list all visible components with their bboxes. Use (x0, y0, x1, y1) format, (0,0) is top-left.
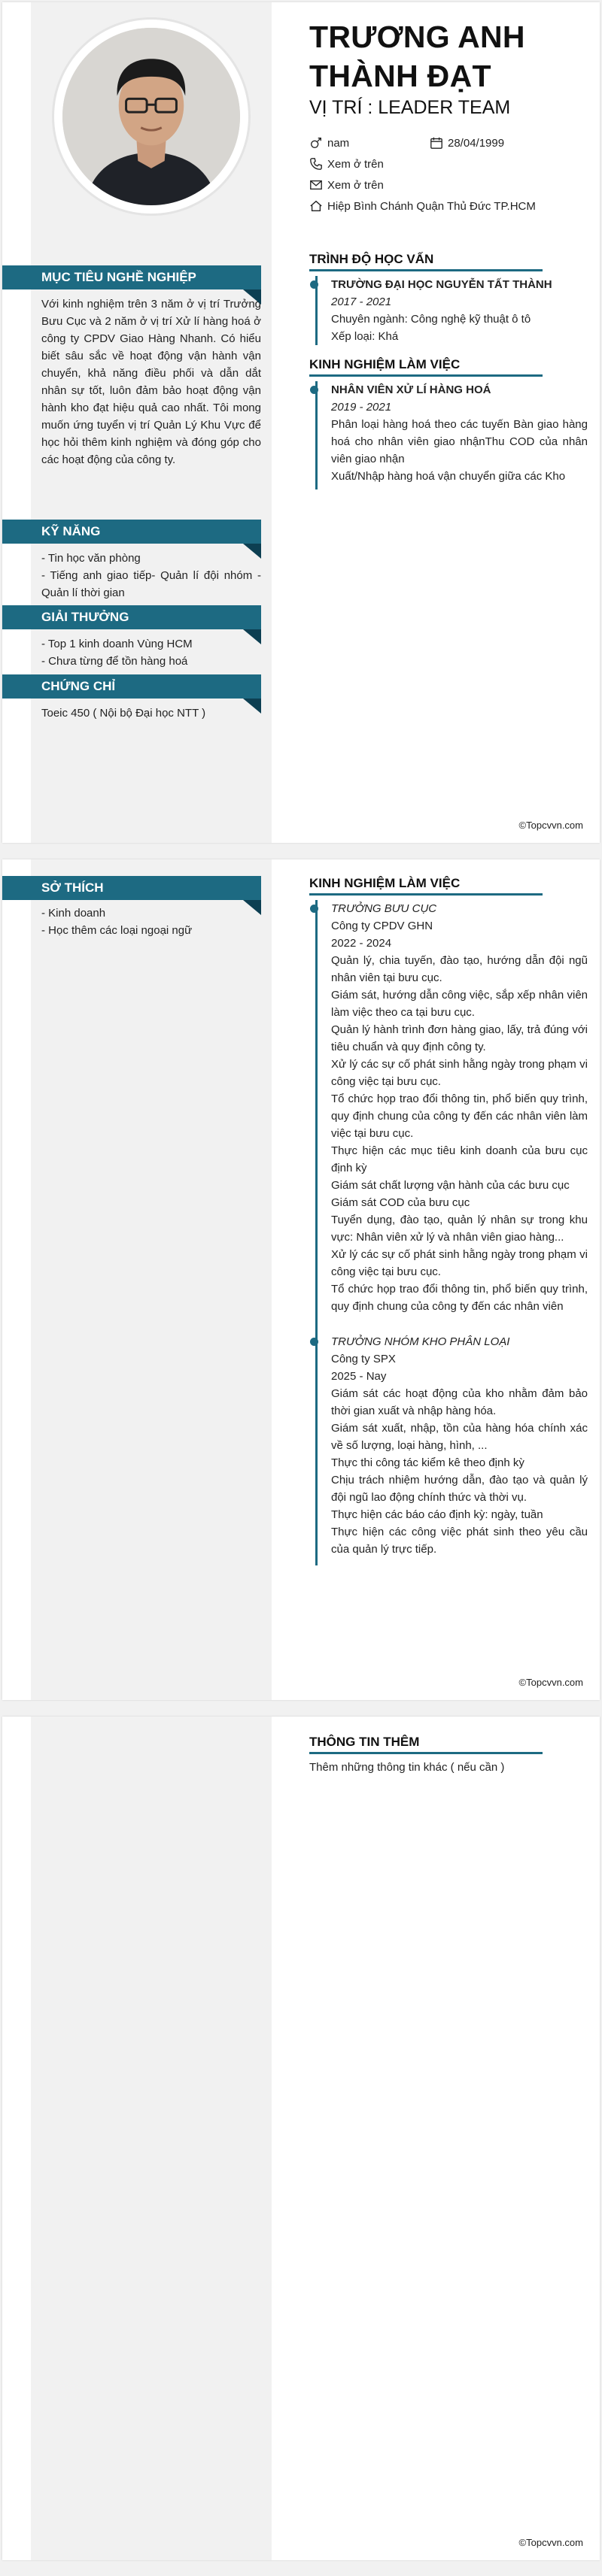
job-line: Chịu trách nhiệm hướng dẫn, đào tạo và quản lý đội ngũ lao động chính thức và thời vụ. (331, 1474, 588, 1504)
footer-brand: ©Topcvvn.com (518, 820, 583, 831)
header (309, 17, 588, 217)
job-period: 2025 - Nay (331, 1370, 387, 1383)
experience-section-2 (309, 876, 588, 1565)
awards-list (31, 629, 272, 670)
full-name-line-1: TRƯƠNG ANH (309, 20, 525, 54)
timeline-dot (310, 280, 318, 289)
education-timeline (315, 276, 588, 345)
education-heading: TRÌNH ĐỘ HỌC VẤN (309, 252, 543, 271)
job-description: Phân loại hàng hoá theo các tuyến Bàn giao hàng hoá cho nhân viên giao nhậnThu COD của nhân viên giao nhận (331, 418, 588, 465)
education-major: Chuyên ngành: Công nghệ kỹ thuật ô tô (331, 313, 531, 326)
skills-heading: KỸ NĂNG (2, 520, 261, 544)
education-period: 2017 - 2021 (331, 295, 392, 308)
contact-info (309, 132, 588, 217)
job-line: Thực thi công tác kiểm kê theo định kỳ (331, 1456, 524, 1469)
cv-page-3 (2, 1717, 600, 2560)
job-company: Công ty SPX (331, 1353, 396, 1365)
other-info-heading: THÔNG TIN THÊM (309, 1735, 543, 1754)
cv-page-2 (2, 859, 600, 1700)
hobbies-section (31, 876, 272, 939)
list-item: - Top 1 kinh doanh Vùng HCM (41, 638, 193, 650)
timeline-dot (310, 1338, 318, 1346)
gender-icon (309, 136, 323, 150)
other-info-section (309, 1735, 588, 1776)
job-description-2: Xuất/Nhập hàng hoá vận chuyển giữa các Kho (331, 470, 566, 483)
objective-heading: MỤC TIÊU NGHỀ NGHIỆP (2, 265, 261, 289)
position-title: VỊ TRÍ : LEADER TEAM (309, 97, 511, 118)
skills-section (31, 520, 272, 602)
list-item: - Tin học văn phòng (41, 552, 141, 565)
address-value: Hiệp Bình Chánh Quận Thủ Đức TP.HCM (327, 199, 536, 213)
job-period: 2019 - 2021 (331, 401, 392, 414)
job-line: Xử lý các sự cố phát sinh hằng ngày trong phạm vi công việc tại bưu cục. (331, 1058, 588, 1088)
job-company: Công ty CPDV GHN (331, 920, 433, 932)
job-line: Thực hiện các báo cáo định kỳ: ngày, tuần (331, 1508, 543, 1521)
email-field (309, 174, 588, 195)
list-item: - Chưa từng để tồn hàng hoá (41, 655, 188, 668)
job-line: Giám sát xuất, nhập, tồn của hàng hóa chính xác về số lượng, loại hàng, hình, ... (331, 1422, 588, 1452)
birthday-field (430, 136, 556, 150)
job-role: NHÂN VIÊN XỬ LÍ HÀNG HOÁ (331, 383, 491, 396)
list-item: - Kinh doanh (41, 907, 106, 920)
job-period: 2022 - 2024 (331, 937, 392, 950)
hobbies-heading: SỞ THÍCH (2, 876, 261, 900)
certificates-section (31, 674, 272, 722)
hobbies-list (31, 900, 272, 939)
home-icon (309, 199, 323, 213)
job-role: TRƯỞNG BƯU CỤC (331, 902, 437, 915)
list-item: Toeic 450 ( Nội bộ Đại học NTT ) (41, 707, 206, 720)
job-role: TRƯỞNG NHÓM KHO PHÂN LOẠI (331, 1335, 510, 1348)
objective-section (31, 265, 272, 468)
footer-brand: ©Topcvvn.com (518, 2537, 583, 2548)
experience-timeline-job-1 (315, 900, 588, 1324)
cv-page-1 (2, 2, 600, 843)
experience-heading: KINH NGHIỆM LÀM VIỆC (309, 876, 543, 896)
education-section (309, 252, 588, 345)
timeline-dot (310, 905, 318, 913)
list-item: - Học thêm các loại ngoại ngữ (41, 924, 193, 937)
gender-field (309, 136, 436, 150)
gender-value: nam (327, 136, 350, 150)
phone-field (309, 153, 588, 174)
other-info-text: Thêm những thông tin khác ( nếu cần ) (309, 1761, 505, 1774)
sidebar-background (31, 1717, 272, 2560)
experience-heading: KINH NGHIỆM LÀM VIỆC (309, 357, 543, 377)
job-line: Quản lý hành trình đơn hàng giao, lấy, trả đúng với tiêu chuẩn và quy định công ty. (331, 1023, 588, 1053)
job-line: Thực hiện các mục tiêu kinh doanh của bưu cục định kỳ (331, 1144, 588, 1174)
experience-timeline-job-2 (315, 1324, 588, 1565)
full-name-line-2: THÀNH ĐẠT (309, 59, 491, 93)
phone-icon (309, 157, 323, 171)
email-icon (309, 178, 323, 192)
job-line: Tổ chức họp trao đổi thông tin, phổ biến quy trình, quy định chung của công ty đến các nhân viên làm việc tại bưu cục. (331, 1093, 588, 1140)
list-item: - Tiếng anh giao tiếp- Quản lí đội nhóm - Quản lí thời gian (41, 569, 261, 599)
avatar (52, 17, 251, 216)
objective-text: Với kinh nghiệm trên 3 năm ở vị trí Trưởng Bưu Cục và 2 năm ở vị trí Xử lí hàng hoá ở công ty CPDV Giao Hàng Nhanh. Có hiểu biết sâu sắc về hoạt động vận hành vận chuyển, khả năng điều phối và dẫn dắt nhân sự tốt, luôn đảm bảo hoạt động vận hành kho đạt hiệu quả cao nhất. Tôi mong muốn ứng tuyển vị trí Quản Lý Khu Vực để học hỏi thêm kinh nghiệm và đóng góp cho các hoạt động của công ty. (41, 298, 261, 466)
job-line: Quản lý, chia tuyến, đào tạo, hướng dẫn đội ngũ nhân viên tại bưu cục. (331, 954, 588, 984)
sidebar-background (31, 859, 272, 1700)
certificates-list (31, 699, 272, 722)
certificates-heading: CHỨNG CHỈ (2, 674, 261, 699)
job-line: Thực hiện các công việc phát sinh theo yêu cầu của quản lý trực tiếp. (331, 1526, 588, 1556)
experience-timeline (315, 381, 588, 489)
footer-brand: ©Topcvvn.com (518, 1677, 583, 1688)
calendar-icon (430, 136, 443, 150)
phone-value: Xem ở trên (327, 157, 384, 171)
job-line: Giám sát các hoạt động của kho nhằm đảm bảo thời gian xuất và nhập hàng hóa. (331, 1387, 588, 1417)
timeline-dot (310, 386, 318, 394)
education-grade: Xếp loại: Khá (331, 330, 399, 343)
birthday-value: 28/04/1999 (448, 136, 505, 150)
person-portrait-icon (62, 28, 240, 205)
job-line: Giám sát, hướng dẫn công việc, sắp xếp nhân viên làm việc theo ca tại bưu cục. (331, 989, 588, 1019)
job-line: Tuyển dụng, đào tạo, quản lý nhân sự trong khu vực: Nhân viên xử lý và nhân viên giao hàng... (331, 1214, 588, 1244)
job-line: Tổ chức họp trao đổi thông tin, phổ biến quy trình, quy định chung của công ty đến các nhân viên (331, 1283, 588, 1313)
job-line: Giám sát COD của bưu cục (331, 1196, 470, 1209)
address-field (309, 195, 588, 217)
awards-section (31, 605, 272, 670)
skills-list (31, 544, 272, 602)
email-value: Xem ở trên (327, 178, 384, 192)
job-line: Giám sát chất lượng vận hành của các bưu cục (331, 1179, 570, 1192)
school-name: TRƯỜNG ĐẠI HỌC NGUYỄN TẤT THÀNH (331, 278, 552, 291)
job-line: Xử lý các sự cố phát sinh hằng ngày trong phạm vi công việc tại bưu cục. (331, 1248, 588, 1278)
experience-section-1 (309, 357, 588, 489)
awards-heading: GIẢI THƯỞNG (2, 605, 261, 629)
avatar-photo (62, 28, 240, 205)
